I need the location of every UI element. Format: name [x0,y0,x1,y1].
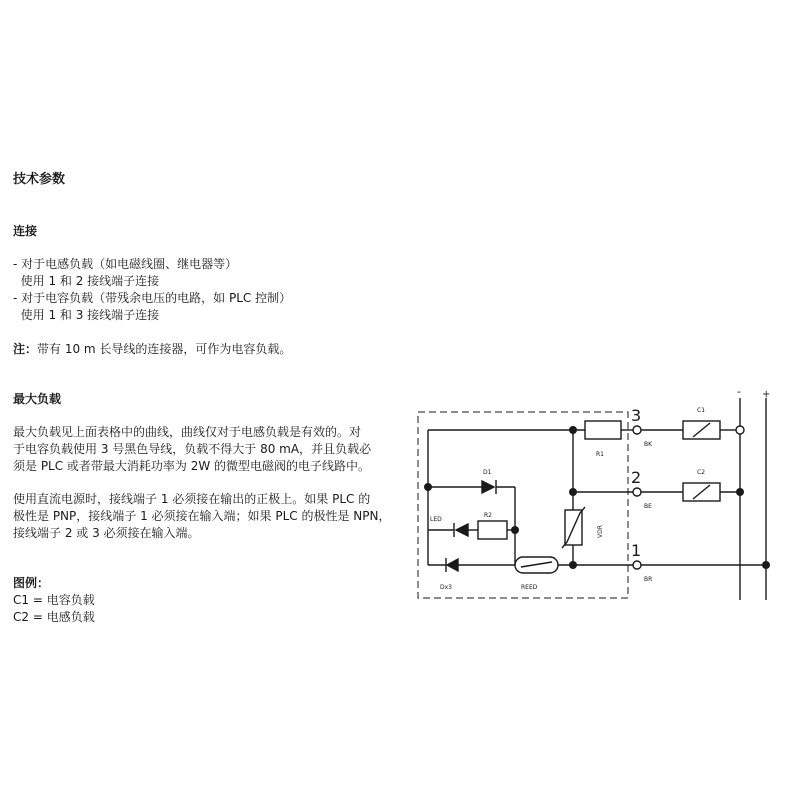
wire-label-be: BE [644,503,652,510]
r1-resistor [585,421,621,439]
wire-label-bk: BK [644,441,653,448]
note-label: 注： [13,342,38,356]
legend-item-c1: C1 = 电容负载 [13,593,95,607]
connection-title: 连接 [13,224,38,238]
led-diode [456,524,468,536]
r2-resistor [478,521,507,539]
terminal-1-label: 1 [631,541,642,560]
connection-line-2: 使用 1 和 2 接线端子连接 [13,274,160,288]
c2-label: C2 [697,469,706,476]
connection-line-4: 使用 1 和 3 接线端子连接 [13,308,160,322]
dx3-diode [447,559,458,571]
tech-params-title: 技术参数 [13,172,66,187]
max-load-para1-line-1: 最大负载见上面表格中的曲线，曲线仅对于电感负载是有效的。对 [13,425,362,439]
reed-label: REED [521,584,538,591]
junction-dot [569,561,577,569]
max-load-para2-line-2: 极性是 PNP，接线端子 1 必须接在输入端；如果 PLC 的极性是 NPN， [13,509,391,523]
wire-label-br: BR [644,576,653,583]
terminal-3 [633,426,641,434]
terminal-2 [633,488,641,496]
note-text: 带有 10 m 长导线的连接器，可作为电容负载。 [37,342,292,356]
legend-item-c2: C2 = 电感负载 [13,610,95,624]
junction-dot [511,526,519,534]
r1-label: R1 [596,451,604,458]
max-load-para2-line-1: 使用直流电源时，接线端子 1 必须接在输出的正极上。如果 PLC 的 [13,492,371,506]
terminal-2-label: 2 [631,468,642,487]
c1-label: C1 [697,407,706,414]
junction-dot [569,426,577,434]
dx3-label: Dx3 [440,584,452,591]
connection-line-3: - 对于电容负载（带残余电压的电路，如 PLC 控制） [13,291,292,305]
d1-label: D1 [483,469,492,476]
max-load-para2-line-3: 接线端子 2 或 3 必须接在输入端。 [13,526,200,540]
junction-dot [762,561,770,569]
max-load-para1-line-2: 于电容负载使用 3 号黑色导线，负载不得大于 80 mA，并且负载必 [13,442,372,456]
minus-label: - [737,385,741,398]
terminal-3-label: 3 [631,406,642,425]
vdr-label: VDR [597,525,604,538]
housing-outline [418,412,628,598]
rail-terminal [736,426,744,434]
plus-label: + [762,389,771,400]
legend-title: 图例： [13,576,50,590]
d1-diode [482,481,494,493]
connection-line-1: - 对于电感负载（如电磁线圈、继电器等） [13,257,238,271]
led-label: LED [430,516,442,523]
terminal-1 [633,561,641,569]
junction-dot [424,483,432,491]
max-load-title: 最大负载 [13,392,62,406]
junction-dot [569,488,577,496]
junction-dot [736,488,744,496]
r2-label: R2 [484,512,492,519]
max-load-para1-line-3: 须是 PLC 或者带最大消耗功率为 2W 的微型电磁阀的电子线路中。 [13,459,371,473]
